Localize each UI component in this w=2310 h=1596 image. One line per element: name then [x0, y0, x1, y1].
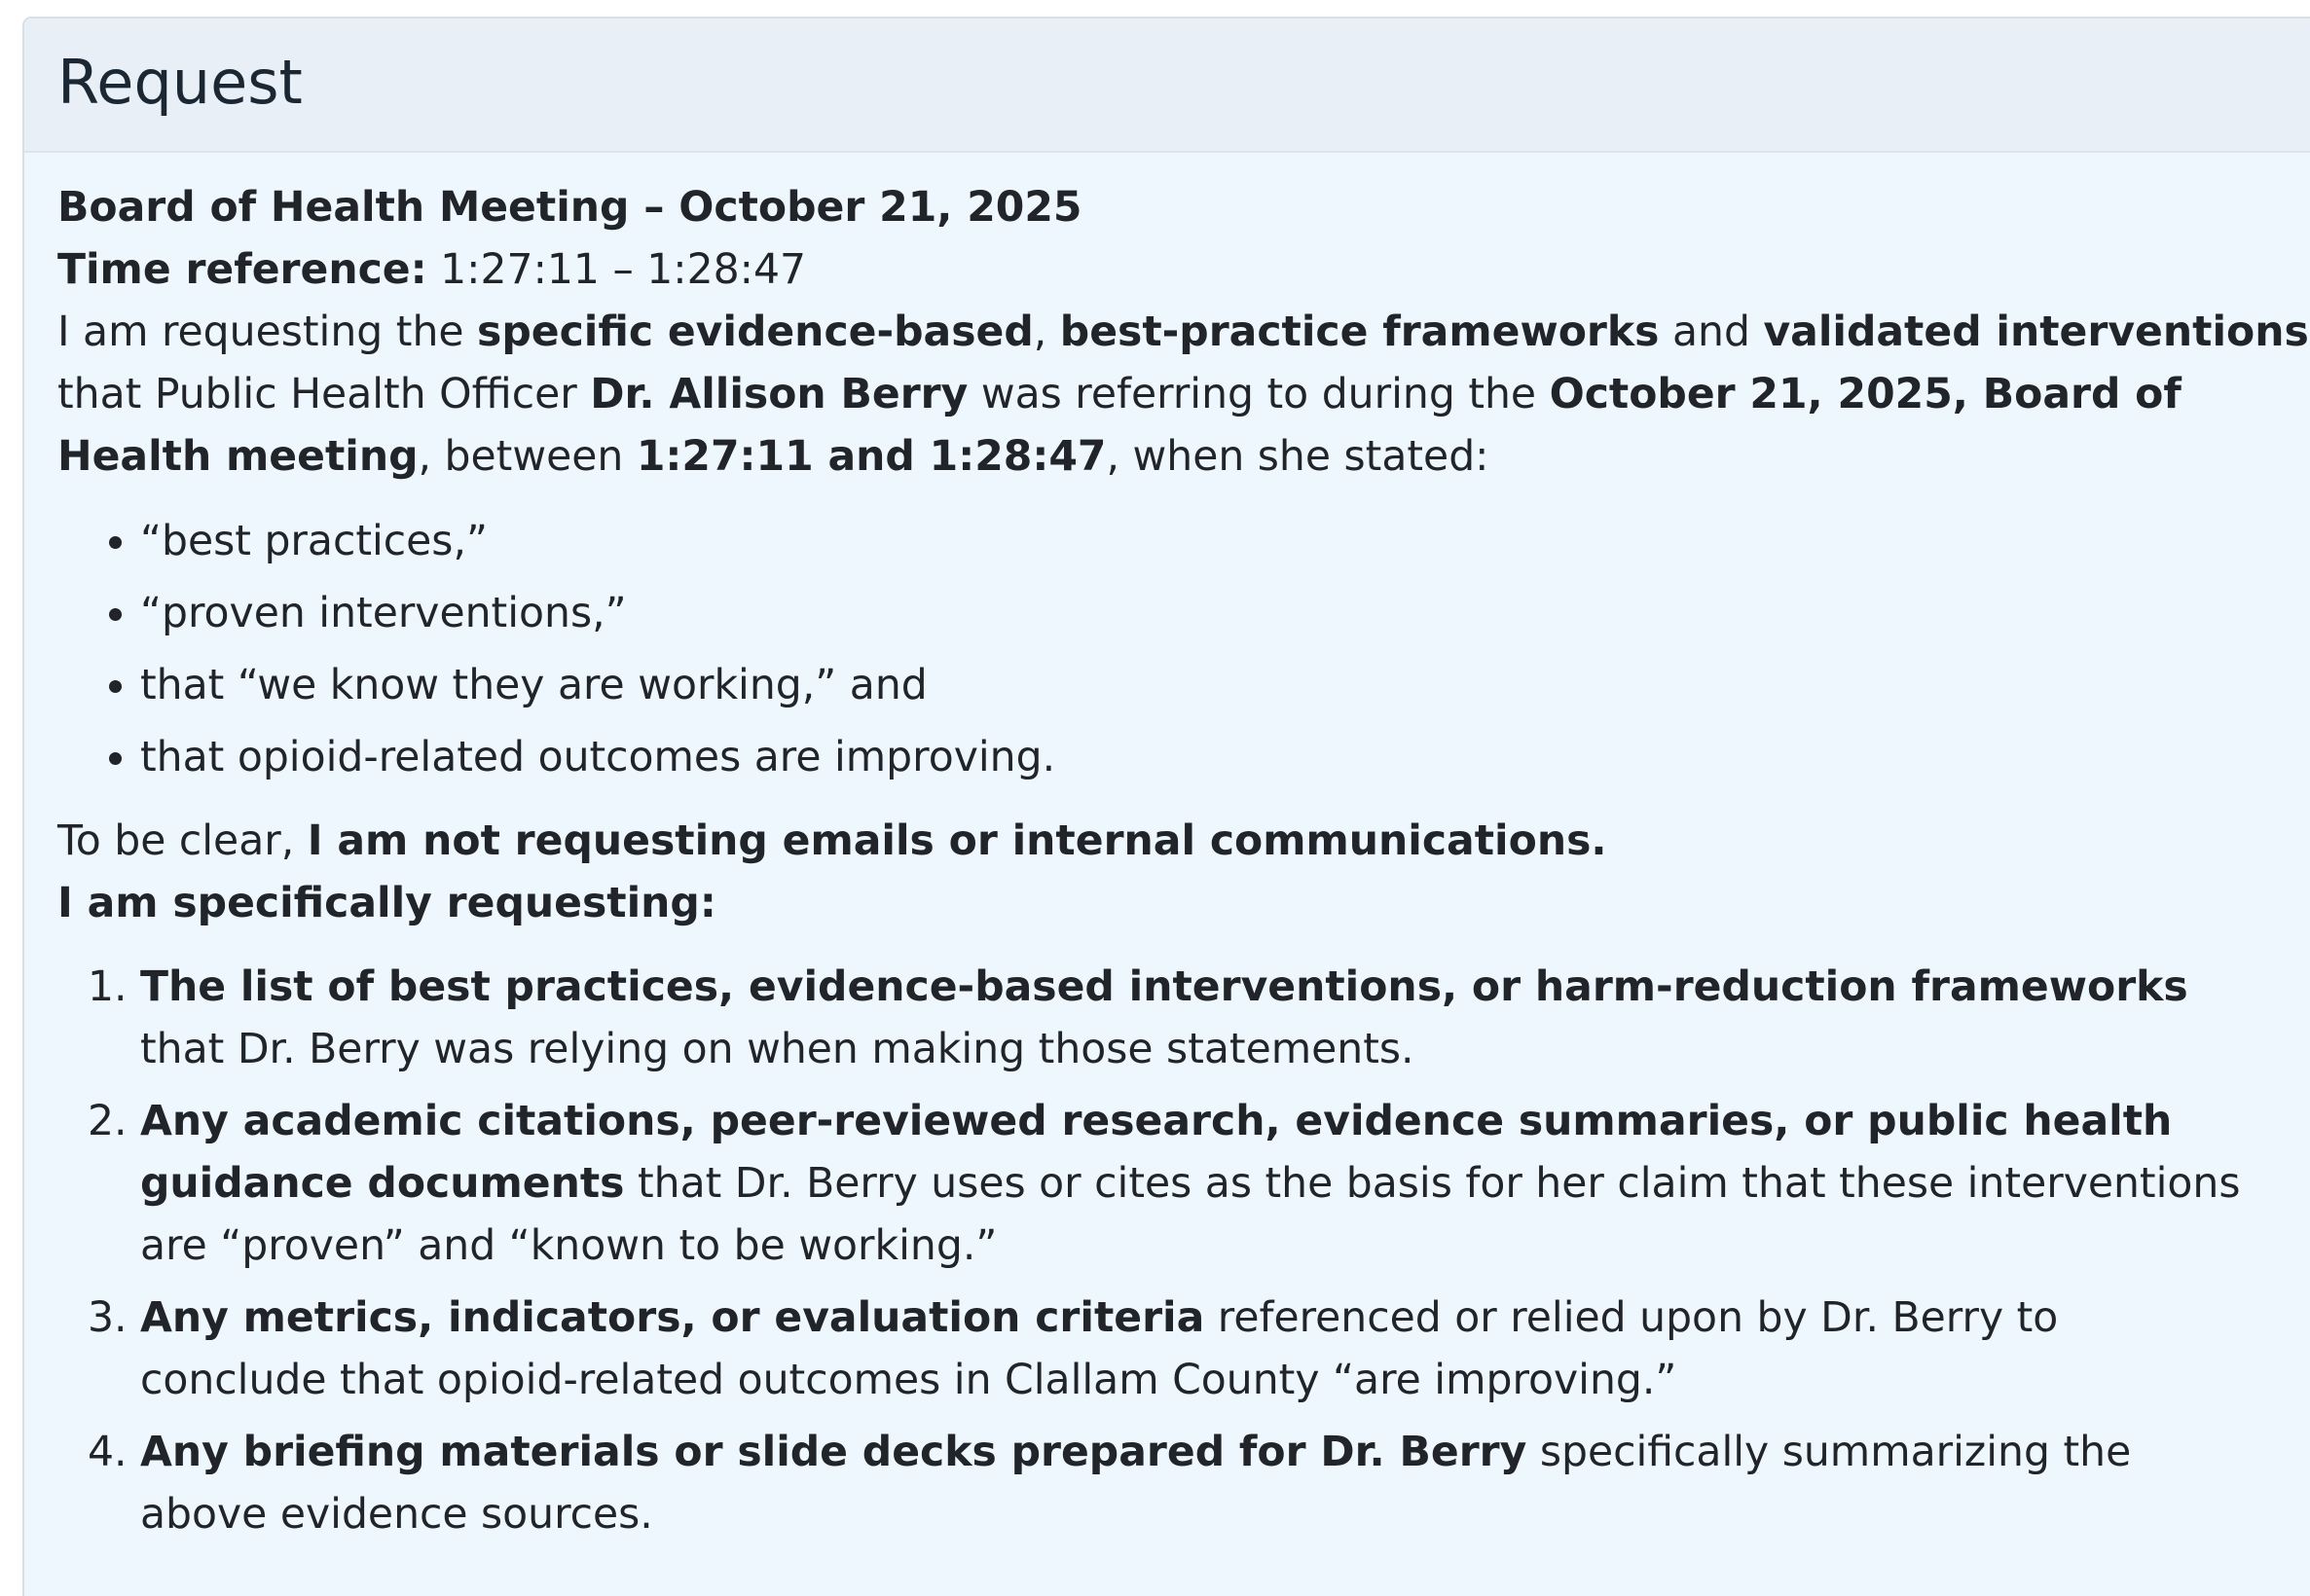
meeting-title	[57, 177, 2310, 239]
request-panel	[22, 17, 2310, 1596]
request-item-text: that Dr. Berry uses or cites as the basis for her claim that these interventions are “proven” and “known to be working.”	[140, 1160, 2241, 1270]
list-item: • that “we know they are working,” and	[140, 655, 2310, 717]
time-reference-label: Time reference:	[57, 246, 427, 294]
intro-text: , between	[418, 433, 637, 481]
request-item-bold: Any academic citations, peer-reviewed research, evidence summaries, or public health guidance documents	[140, 1098, 2173, 1208]
specific-request-label: I am specifically requesting:	[57, 880, 716, 927]
intro-text: ,	[1033, 308, 1060, 356]
panel-title: Request	[57, 46, 303, 118]
request-item-text: specifically summarizing the above evidence sources.	[140, 1429, 2132, 1539]
panel-header	[24, 18, 2310, 153]
intro-text: I am requesting the	[57, 308, 478, 356]
intro-paragraph	[57, 302, 2310, 489]
request-item-bold: Any metrics, indicators, or evaluation criteria	[140, 1294, 1205, 1342]
meeting-reference: October 21, 2025, Board of Health meeting	[57, 371, 2182, 481]
time-range: 1:27:11 and 1:28:47	[636, 433, 1107, 481]
clarification-text: To be clear,	[57, 817, 308, 865]
list-item	[140, 1091, 2310, 1278]
intro-text: that Public Health Officer	[57, 371, 591, 418]
meeting-title-text: Board of Health Meeting – October 21, 2025	[57, 184, 1082, 232]
intro-text: and	[1659, 308, 1764, 356]
quoted-statements-list	[57, 511, 2310, 789]
time-reference-value: 1:27:11 – 1:28:47	[426, 246, 807, 294]
panel-body	[24, 153, 2310, 1546]
intro-emphasis: validated interventions	[1763, 308, 2309, 356]
list-item: • “proven interventions,”	[140, 583, 2310, 645]
intro-emphasis: specific evidence-based	[477, 308, 1034, 356]
list-item	[140, 957, 2310, 1081]
request-item-text: that Dr. Berry was relying on when making those statements.	[140, 1026, 1414, 1073]
time-reference	[57, 239, 2310, 302]
specific-request-heading	[57, 873, 2310, 935]
clarification-emphasis: I am not requesting emails or internal communications.	[307, 817, 1607, 865]
list-item	[140, 1422, 2310, 1546]
officer-name: Dr. Allison Berry	[590, 371, 969, 418]
intro-emphasis: best-practice frameworks	[1059, 308, 1660, 356]
request-item-text: referenced or relied upon by Dr. Berry to conclude that opioid-related outcomes in Clallam County “are improving.”	[140, 1294, 2059, 1404]
list-item: • that opioid-related outcomes are improving.	[140, 727, 2310, 789]
request-item-bold: Any briefing materials or slide decks prepared for Dr. Berry	[140, 1429, 1527, 1476]
request-item-bold: The list of best practices, evidence-based interventions, or harm-reduction frameworks	[140, 963, 2188, 1011]
list-item: • “best practices,”	[140, 511, 2310, 573]
requested-items-list	[57, 957, 2310, 1546]
intro-text: was referring to during the	[968, 371, 1550, 418]
clarification-line	[57, 811, 2310, 873]
list-item	[140, 1288, 2310, 1412]
intro-text: , when she stated:	[1106, 433, 1489, 481]
